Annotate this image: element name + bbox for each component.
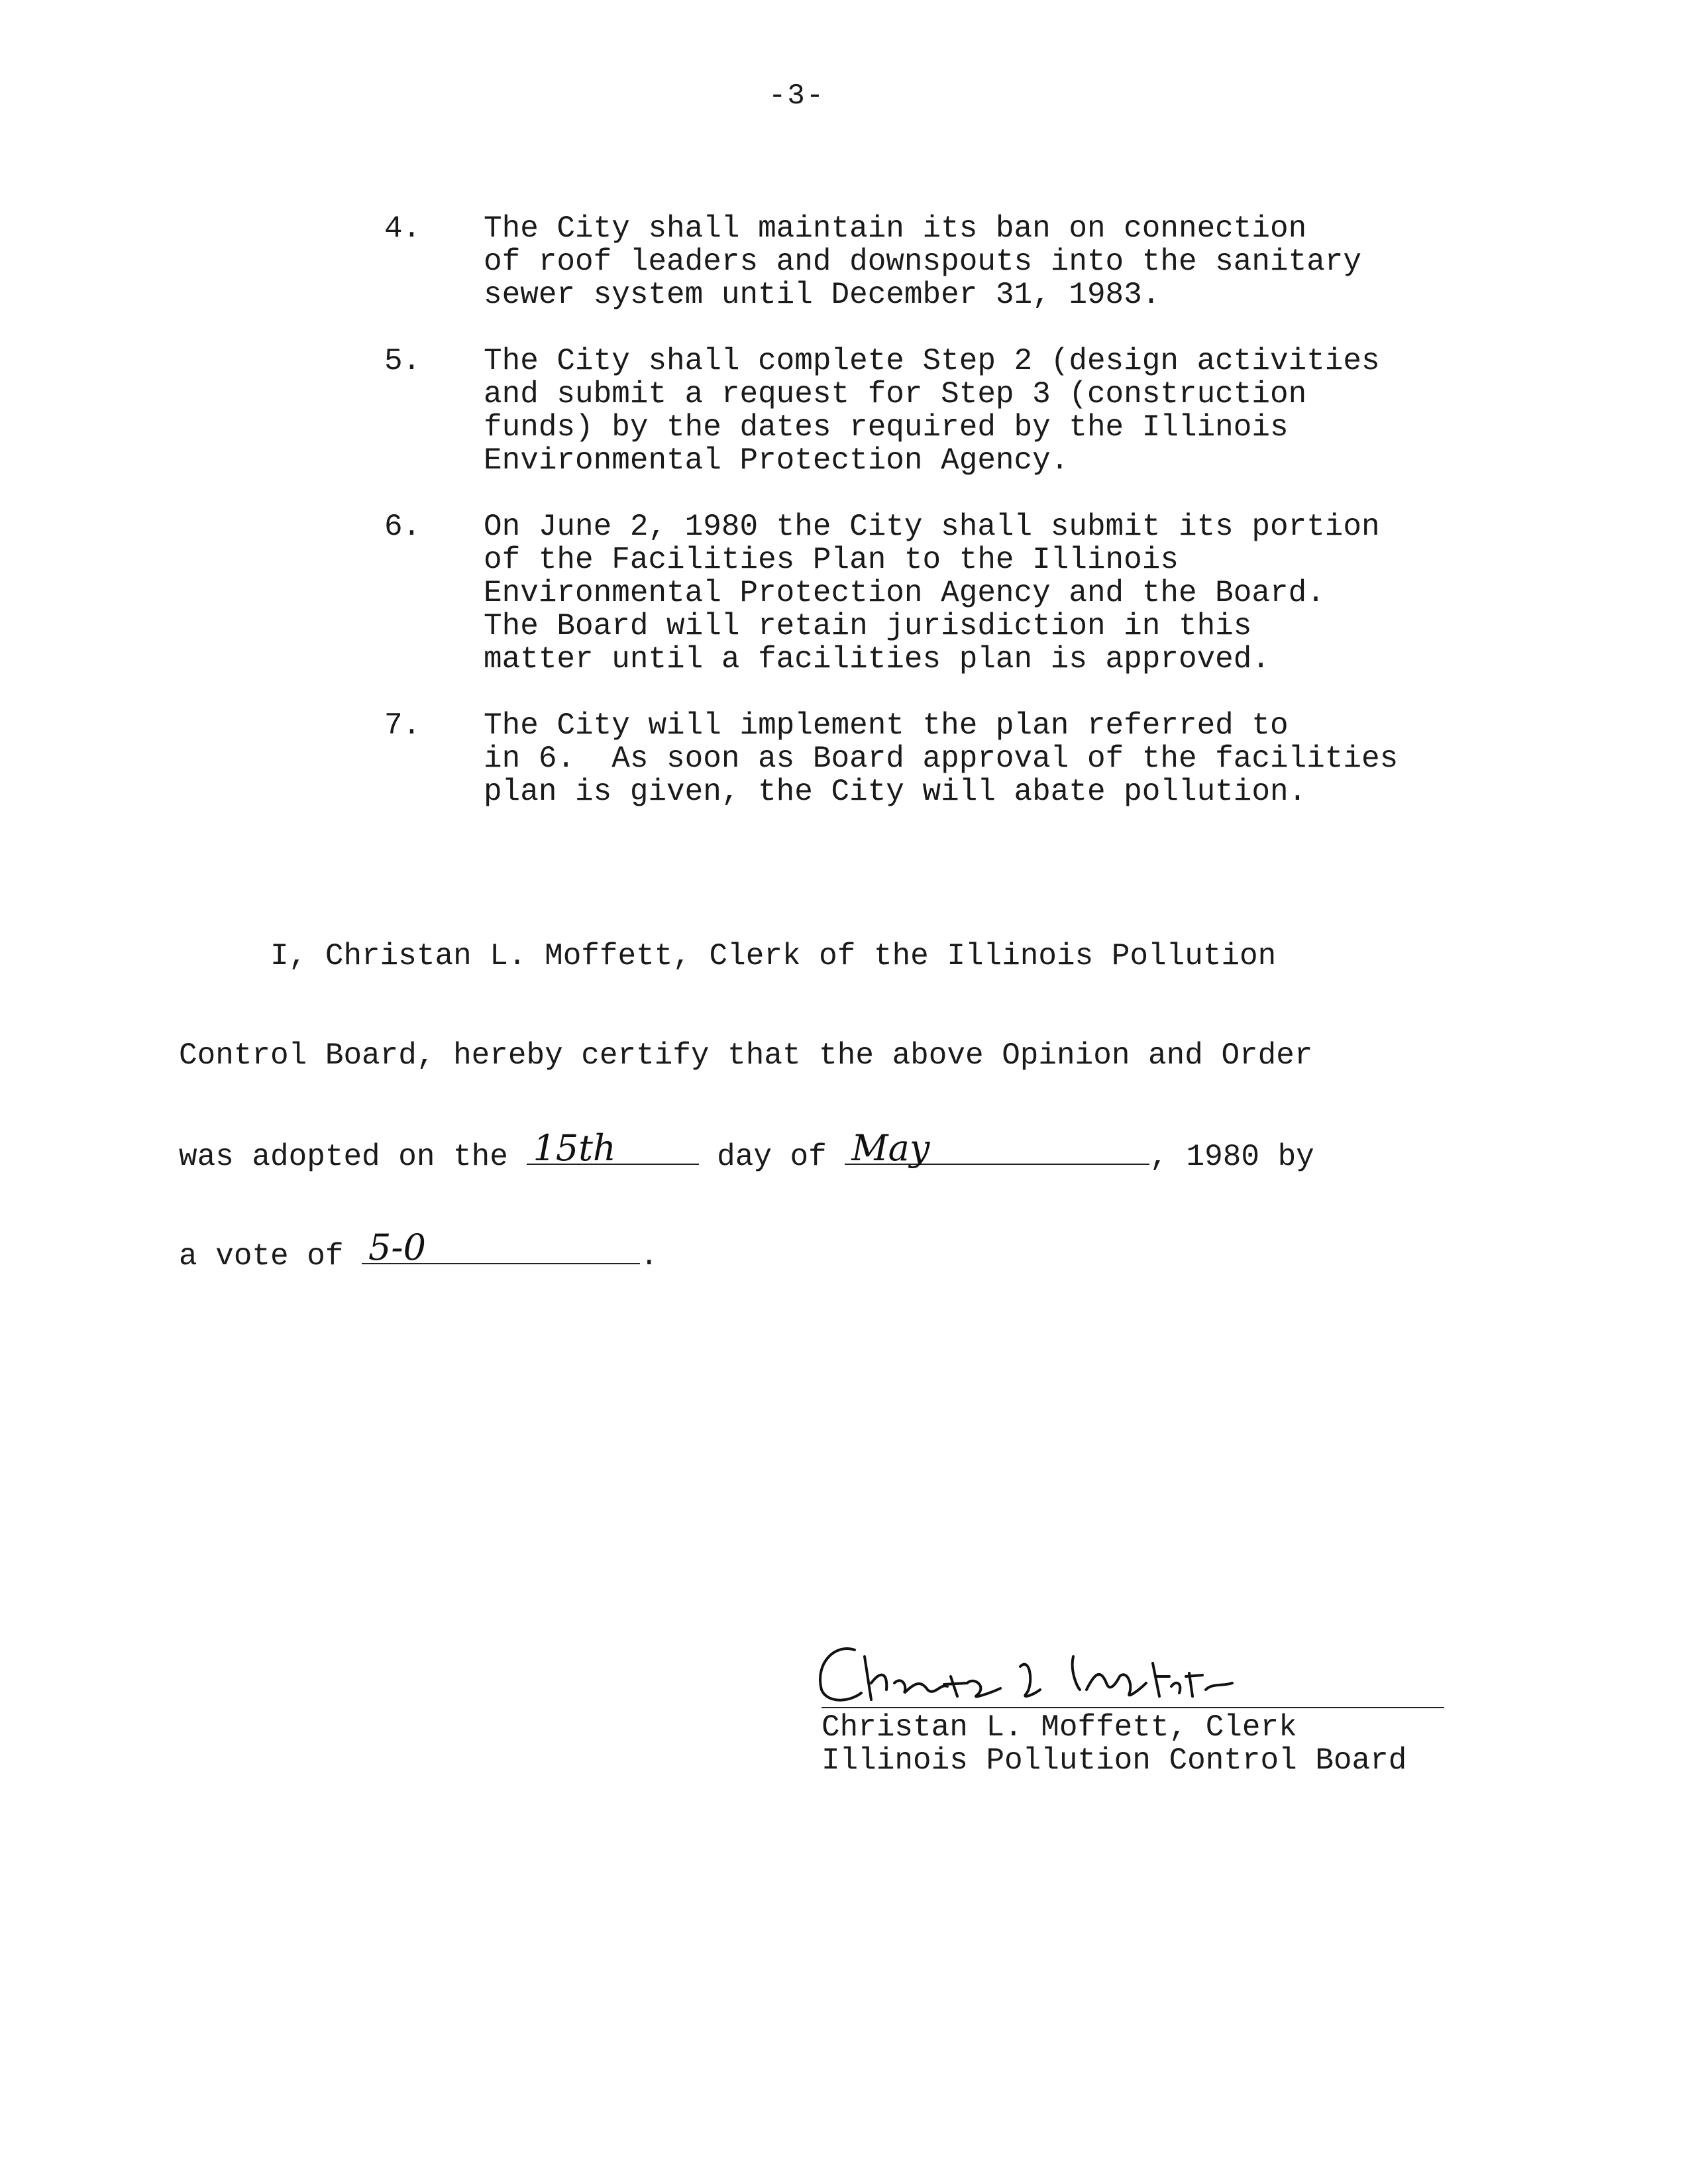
page-number: -3- (768, 80, 825, 113)
vote-blank (362, 1227, 640, 1268)
signature-line (822, 1707, 1444, 1708)
signer-name: Christan L. Moffett, Clerk (822, 1710, 1297, 1745)
item-line: sewer system until December 31, 1983. (484, 278, 1161, 312)
handwritten-signature (808, 1637, 1444, 1710)
item-line: The City shall complete Step 2 (design activities (484, 344, 1380, 378)
cert-text: was adopted on the (179, 1140, 527, 1174)
certification-paragraph (179, 873, 1314, 1304)
item-number: 5. (384, 344, 421, 378)
item-line: plan is given, the City will abate pollution. (484, 775, 1307, 809)
cert-line-1: I, Christan L. Moffett, Clerk of the Illinois Pollution (179, 939, 1277, 973)
item-line: The Board will retain jurisdiction in this (484, 609, 1252, 643)
month-blank (845, 1127, 1149, 1169)
cert-text: . (640, 1239, 659, 1274)
day-handwritten: 15th (533, 1127, 616, 1169)
vote-handwritten: 5-0 (368, 1227, 427, 1268)
item-line: matter until a facilities plan is approved. (484, 642, 1270, 677)
month-handwritten: May (851, 1127, 930, 1169)
item-number: 4. (384, 211, 421, 246)
item-line: and submit a request for Step 3 (construction (484, 377, 1307, 411)
cert-line-4 (179, 1227, 1314, 1274)
item-line: On June 2, 1980 the City shall submit its portion (484, 510, 1380, 544)
cert-text: day of (698, 1140, 845, 1174)
cert-text: , 1980 by (1149, 1140, 1314, 1174)
day-blank (527, 1127, 699, 1169)
item-line: in 6. As soon as Board approval of the facilities (484, 741, 1399, 776)
item-line: of roof leaders and downspouts into the sanitary (484, 245, 1362, 279)
item-line: The City shall maintain its ban on connection (484, 211, 1307, 246)
cert-text: a vote of (179, 1239, 362, 1274)
signer-organization: Illinois Pollution Control Board (822, 1743, 1407, 1778)
item-line: Environmental Protection Agency. (484, 443, 1069, 478)
item-line: The City will implement the plan referred to (484, 708, 1289, 743)
item-line: of the Facilities Plan to the Illinois (484, 543, 1179, 577)
item-number: 6. (384, 510, 421, 544)
cert-line-3 (179, 1127, 1314, 1174)
item-line: Environmental Protection Agency and the Board. (484, 576, 1325, 610)
item-number: 7. (384, 708, 421, 743)
cert-line-2: Control Board, hereby certify that the above Opinion and Order (179, 1038, 1313, 1073)
item-line: funds) by the dates required by the Illinois (484, 410, 1289, 445)
